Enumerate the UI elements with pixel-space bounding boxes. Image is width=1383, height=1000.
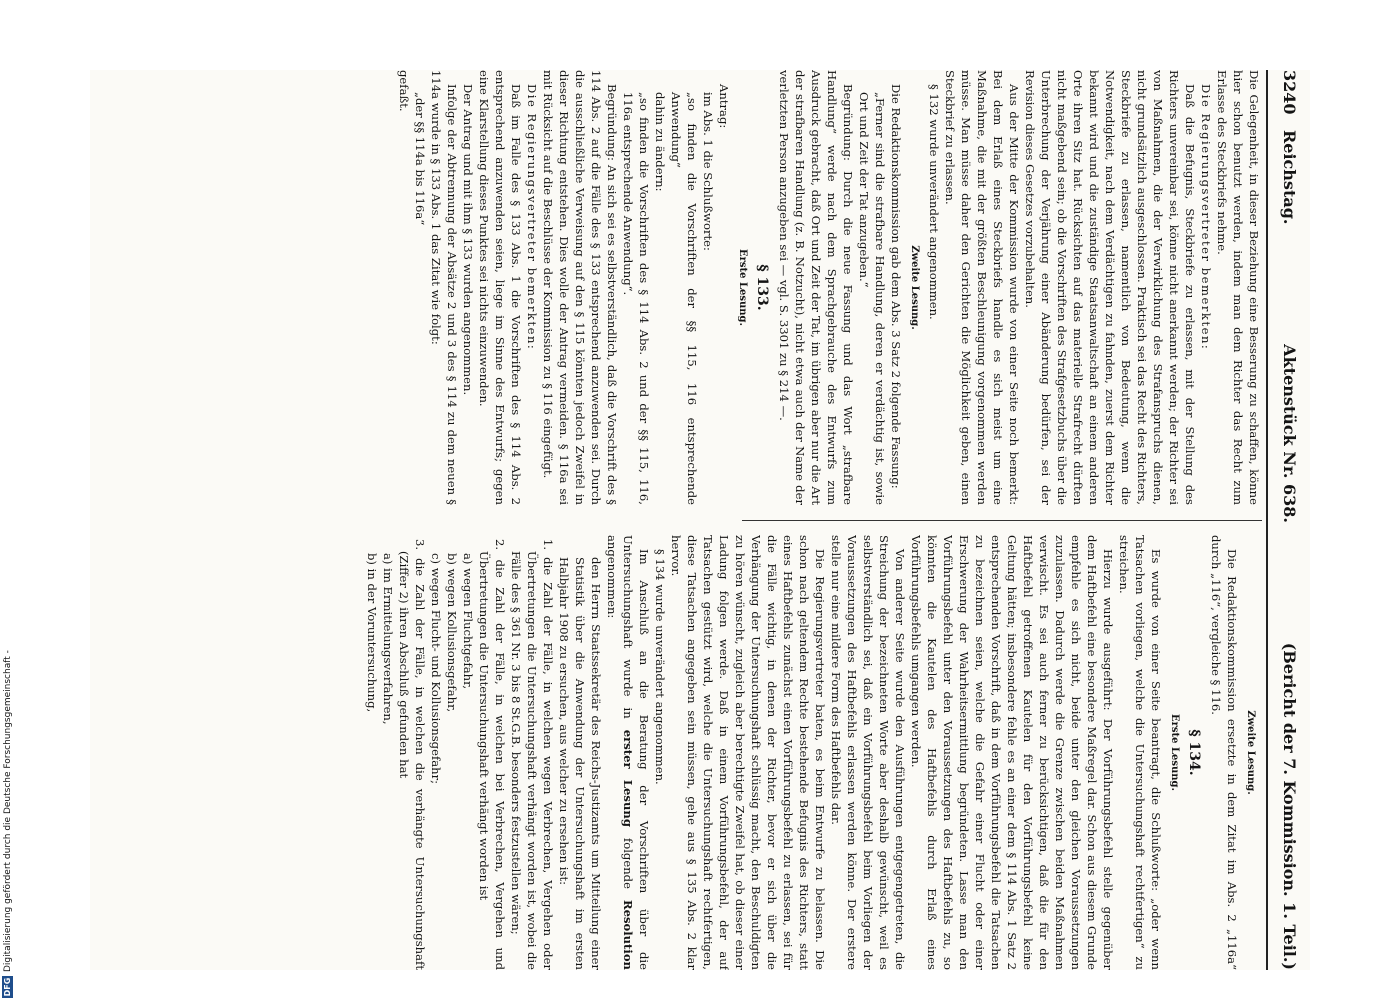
right-paragraph: Die Redaktionskommission ersetzte in dem Zitat im Abs. 2 „116a“ durch „116“, vergleiche § 116. [1209,535,1239,970]
left-quoted-text: „Ferner sind die strafbare Handlung, deren er verdächtig ist, sowie Ort und Zeit der Tat anzugeben.“ [857,92,887,505]
right-sub-item: b) wegen Kollusionsgefahr, [445,553,459,713]
left-paragraph: Die Regierungsvertreter bemerkten: [1199,84,1213,351]
header-left: Reichstag. [1280,130,1300,225]
left-paragraph: Daß im Falle des § 133 Abs. 1 die Vorschriften des § 114 Abs. 2 entsprechend anzuwenden seien, liege im Sinne des Entwurfs; gegen eine Klarstellung dieses Punktes sei nichts einzuwenden. [477,70,523,505]
right-paragraph: Die Regierungsvertreter baten, es beim Entwurfe zu belassen. Die schon nach geltendem Rechte bestehende Befugnis des Richters, statt eines Haftbefehls zunächst einen Vorführungsbefehl zu erlassen, sei für die Fälle wichtig, in denen der Richter, bevor er sich über die Verhängung der Untersuchungshaft schlüssig macht, den Beschuldigten zu hören wünscht, zugleich aber berechtigte Zweifel hat, ob dieser einer Ladung folgen werde. Daß in einem Vorführungsbefehl, der auf Tatsachen gestützt wird, welche die Untersuchungshaft rechtfertigen, diese Tatsachen angegeben sein müssen, gehe aus § 135 Abs. 2 klar hervor. [669,535,827,970]
right-column [102,535,1262,970]
left-paragraph: Der Antrag und mit ihm § 133 wurden angenommen. [461,84,475,396]
left-paragraph: § 132 wurde unverändert angenommen. [927,84,941,320]
right-list-item: 1. die Zahl der Fälle, in welchen wegen Verbrechen, Vergehen oder Übertretungen die Untersuchungshaft verhängt worden ist, wobei die Fälle des § 361 Nr. 3 bis 8 St.G.B. besonders festzustellen wären; [509,539,555,970]
left-paragraph: Aus der Mitte der Kommission wurde von einer Seite noch bemerkt: Bei dem Erlaß eines Steckbriefs handle es sich meist um eine Maßnahme, die mit der größten Beschleunigung vorgenommen werden müsse. Man müsse daher den Gerichten die Möglichkeit geben, einen Steckbrief zu erlassen. [943,70,1021,505]
left-quoted-text: „so finden die Vorschriften der §§ 115, 116 entsprechende Anwendung“ [669,92,699,505]
rotated-document-page [90,70,1310,970]
left-quoted-text: „der §§ 114a bis 116a“ [413,92,427,226]
right-reading-heading: Erste Lesung. [1169,713,1180,792]
right-reading-heading: Zweite Lesung. [1245,710,1256,795]
header-center: Aktenstück Nr. 638. [1280,344,1300,523]
left-paragraph: gefaßt. [397,70,411,112]
column-separator [742,520,1262,521]
right-paragraph: Hierzu wurde ausgeführt: Der Vorführungsbefehl stelle gegenüber dem Haftbefehl eine besondere Maßregel dar. Schon aus diesem Grunde empfehle es sich nicht, beide unter den gleichen Voraussetzungen zuzulassen. Dadurch werde die Grenze zwischen beiden Maßnahmen verwischt. Es sei auch ferner zu berücksichtigen, daß die für den Haftbefehl getroffenen Kautelen für den Vorführungsbefehl keine Geltung hätten; insbesondere fehle es an einer dem § 114 Abs. 1 Satz 2 entsprechenden Vorschrift, daß in dem Vorführungsbefehl die Tatsachen zu bezeichnen seien, welche die Gefahr einer Flucht oder einer Erschwerung der Wahrheitsermittlung begründeten. Lasse man den Vorführungsbefehl unter den Voraussetzungen des Haftbefehls zu, so könnten die Kautelen des Haftbefehls durch Erlaß eines Vorführungsbefehls umgangen werden. [909,535,1115,970]
credit-text: Digitalisierung gefördert durch die Deutsche Forschungsgemeinschaft - [3,650,13,972]
right-paragraph: § 134 wurde unverändert angenommen. [653,549,667,785]
left-paragraph: Daß die Befugnis, Steckbriefe zu erlassen, mit der Stellung des Richters unvereinbar sei, könne nicht anerkannt werden; der Richter sei von Maßnahmen, die der Verwirklichung des Strafanspruchs dienen, nicht grundsätzlich ausgeschlossen. Praktisch sei das Recht des Richters, Steckbriefe zu erlassen, namentlich von Bedeutung, wenn die Notwendigkeit, nach dem Verdächtigen zu fahnden, zuerst dem Richter bekannt wird und die zuständige Staatsanwaltschaft an einem anderen Orte ihren Sitz hat. Rücksichten auf das materielle Strafrecht dürften nicht maßgebend sein; ob die Vorschriften des Strafgesetzbuchs über die Unterbrechung der Verjährung einer Abänderung bedürfen, sei der Revision dieses Gesetzes vorzubehalten. [1023,70,1197,505]
left-reading-heading: Erste Lesung. [737,248,748,327]
digitization-credit [2,650,13,998]
running-header [1270,70,1310,970]
right-list-item: 3. die Zahl der Fälle, in welchen die verhängte Untersuchungshaft (Ziffer 2) ihren Abschluß gefunden hat [397,539,427,970]
right-sub-item: a) im Ermittelungsverfahren, [381,553,395,725]
right-sub-item: a) wegen Fluchtgefahr, [461,553,475,690]
right-list-item: 2. die Zahl der Fälle, in welchen bei Verbrechen, Vergehen und Übertretungen die Untersuchungshaft verhängt worden ist [477,539,507,970]
right-sub-item: c) wegen Flucht- und Kollusionsgefahr; [429,553,443,785]
left-paragraph: Die Regierungsvertreter bemerkten: [525,84,539,351]
header-right: (Bericht der 7. Kommission. 1. Teil.) [1280,642,1300,970]
left-paragraph: Infolge der Abtrennung der Absätze 2 und 3 des § 114 zu dem neuen § 114a wurde in § 133 Abs. 1 das Zitat wie folgt: [429,70,459,505]
left-paragraph: Die Redaktionskommission gab dem Abs. 3 Satz 2 folgende Fassung: [889,84,903,489]
dfg-logo-icon: DFG [3,977,12,997]
left-quoted-text: „so finden die Vorschriften des § 114 Abs. 2 und der §§ 115, 116, 116a entsprechende Anwendung“. [621,92,651,505]
left-paragraph: Begründung: Durch die neue Fassung und das Wort „strafbare Handlung“ werde nach dem Sprachgebrauche des Entwurfs zum Ausdruck gebracht, daß Ort und Zeit der Tat, im übrigen aber nur die Art der strafbaren Handlung (z. B. Notzucht), nicht etwa auch der Name der verletzten Person anzugeben sei — vgl. S. 3301 zu § 214 —. [777,70,855,505]
right-paragraph: Es wurde von einer Seite beantragt, die Schlußworte: „oder wenn Tatsachen vorliegen, welche die Untersuchungshaft rechtfertigen“ zu streichen. [1117,535,1163,970]
right-section-heading: § 134. [1186,729,1202,776]
right-paragraph: Im Anschluß an die Beratung der Vorschriften über die Untersuchungshaft wurde in erster Lesung folgende Resolution angenommen: [605,535,651,970]
right-quoted-text: den Herrn Staatssekretär des Reichs-Justizamts um Mitteilung einer Statistik über die Anwendung der Untersuchungshaft im ersten Halbjahr 1908 zu ersuchen, aus welcher zu ersehen ist: [557,557,603,970]
left-reading-heading: Zweite Lesung. [909,245,920,330]
left-section-heading: § 133. [754,264,770,311]
page-number: 3240 [1280,70,1300,115]
right-sub-item: b) in der Voruntersuchung, [365,553,379,713]
right-paragraph: Von anderer Seite wurde den Ausführungen entgegengetreten, die Streichung der bezeichneten Worte aber deshalb gewünscht, weil es selbstverständlich sei, daß ein Vorführungsbefehl beim Vorliegen der Voraussetzungen des Haftbefehls erlassen werden könne. Der erstere stelle nur eine mildere Form des Haftbefehls dar. [829,535,907,970]
left-paragraph: Antrag: [717,84,731,129]
left-paragraph: Die Gelegenheit, in dieser Beziehung eine Besserung zu schaffen, könne hier schon benutzt werden, indem man dem Richter das Recht zum Erlasse des Steckbriefs nehme. [1215,70,1261,505]
left-quoted-text: dahin zu ändern: [653,92,667,192]
left-paragraph: Begründung: An sich sei es selbstverständlich, daß die Vorschrift des § 114 Abs. 2 auf die Fälle des § 133 entsprechend anzuwenden sei. Durch die ausschließliche Verweisung auf den § 115 könnten jedoch Zweifel in dieser Richtung entstehen. Dies wolle der Antrag vermeiden. § 116a sei mit Rücksicht auf die Beschlüsse der Kommission zu § 116 eingefügt. [541,70,619,505]
header-rule [1266,70,1268,970]
left-column [102,70,1262,505]
left-quoted-text: im Abs. 1 die Schlußworte: [701,92,715,251]
